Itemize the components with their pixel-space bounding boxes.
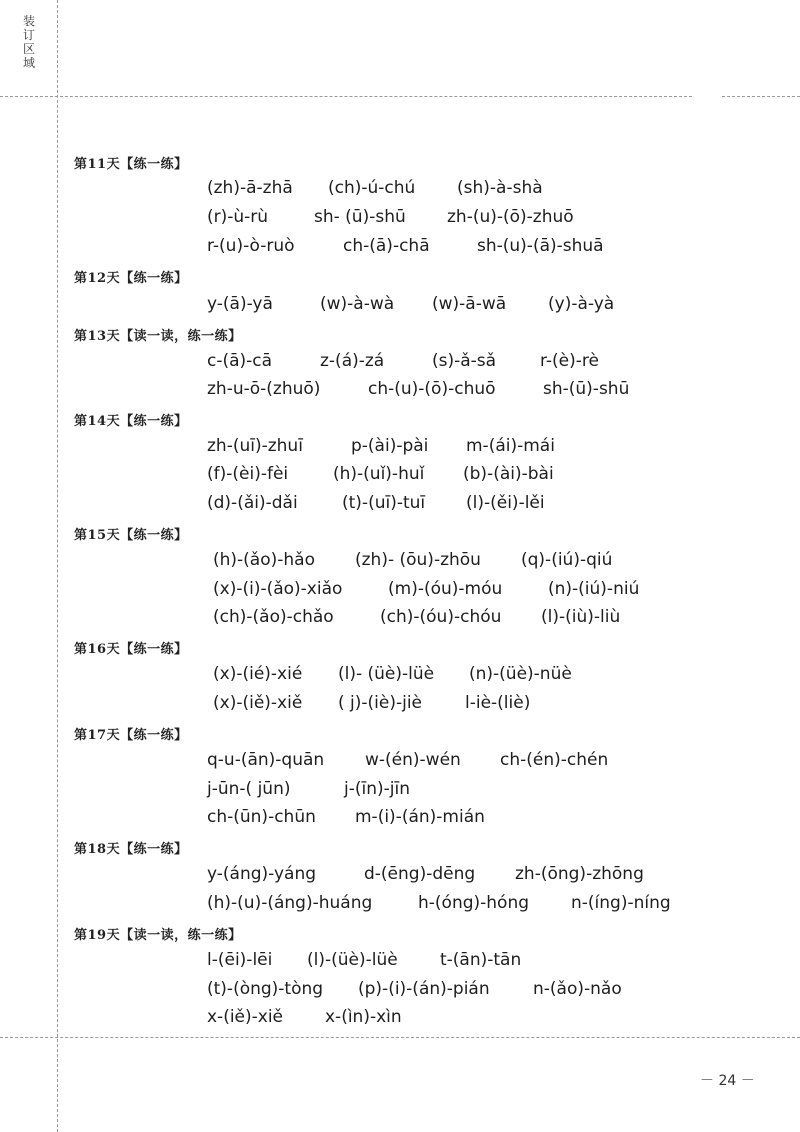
exercise-item: l-(ēi)-lēi — [207, 950, 273, 970]
exercise-item: sh- (ū)-shū — [314, 207, 406, 227]
binding-char: 装 — [22, 14, 35, 28]
bottom-dashed-divider — [0, 1037, 800, 1038]
day-16-heading: 第16天【练一练】 — [74, 642, 188, 657]
exercise-item: c-(ā)-cā — [207, 351, 273, 371]
day-15-heading: 第15天【练一练】 — [74, 528, 188, 543]
exercise-item: x-(iě)-xiě — [207, 1007, 284, 1027]
exercise-item: zh-(u)-(ō)-zhuō — [447, 207, 574, 227]
exercise-item: q-u-(ān)-quān — [207, 750, 325, 770]
top-dashed-divider-right — [722, 96, 800, 97]
exercise-item: m-(ái)-mái — [466, 436, 555, 456]
exercise-item: n-(íng)-níng — [571, 893, 671, 913]
exercise-item: (y)-à-yà — [548, 294, 615, 314]
exercise-item: j-(īn)-jīn — [344, 779, 410, 799]
exercise-item: (h)-(u)-(áng)-huáng — [207, 893, 373, 913]
binding-margin-line — [57, 0, 58, 1132]
day-19-heading: 第19天【读一读，练一练】 — [74, 928, 242, 943]
exercise-item: (b)-(ài)-bài — [463, 464, 554, 484]
exercise-item: (ch)-(ǎo)-chǎo — [213, 607, 334, 627]
exercise-item: (x)-(iě)-xiě — [213, 693, 303, 713]
exercise-item: (h)-(ǎo)-hǎo — [213, 550, 315, 570]
exercise-item: z-(á)-zá — [320, 351, 385, 371]
exercise-item: (n)-(üè)-nüè — [469, 664, 572, 684]
exercise-item: (ch)-ú-chú — [328, 178, 416, 198]
exercise-item: (w)-à-wà — [320, 294, 395, 314]
binding-area-label — [21, 14, 37, 70]
exercise-item: (s)-ǎ-sǎ — [432, 351, 497, 371]
exercise-item: (t)-(uī)-tuī — [342, 493, 426, 513]
exercise-item: x-(ìn)-xìn — [325, 1007, 402, 1027]
exercise-item: p-(ài)-pài — [351, 436, 429, 456]
exercise-item: (q)-(iú)-qiú — [521, 550, 613, 570]
exercise-item: ch-(ā)-chā — [343, 236, 430, 256]
exercise-item: y-(ā)-yā — [207, 294, 273, 314]
exercise-item: (w)-ā-wā — [432, 294, 507, 314]
exercise-item: (x)-(ié)-xié — [213, 664, 303, 684]
binding-char: 区 — [22, 42, 35, 56]
day-13-heading: 第13天【读一读，练一练】 — [74, 329, 242, 344]
exercise-item: zh-(ōng)-zhōng — [515, 864, 644, 884]
exercise-item: (ch)-(óu)-chóu — [380, 607, 502, 627]
exercise-item: h-(óng)-hóng — [418, 893, 530, 913]
exercise-item: (n)-(iú)-niú — [548, 579, 640, 599]
exercise-item: n-(ǎo)-nǎo — [533, 979, 622, 999]
exercise-item: r-(è)-rè — [540, 351, 599, 371]
exercise-item: t-(ān)-tān — [440, 950, 522, 970]
exercise-item: (m)-(óu)-móu — [388, 579, 503, 599]
exercise-item: j-ūn-( jūn) — [207, 779, 291, 799]
exercise-item: zh-u-ō-(zhuō) — [207, 379, 321, 399]
binding-char: 订 — [22, 28, 35, 42]
exercise-item: sh-(ū)-shū — [543, 379, 630, 399]
exercise-item: r-(u)-ò-ruò — [207, 236, 295, 256]
exercise-item: (l)-(üè)-lüè — [307, 950, 398, 970]
binding-char: 域 — [22, 56, 35, 70]
exercise-item: (f)-(èi)-fèi — [207, 464, 289, 484]
exercise-item: ch-(én)-chén — [500, 750, 609, 770]
exercise-item: (t)-(òng)-tòng — [207, 979, 324, 999]
exercise-item: (d)-(ǎi)-dǎi — [207, 493, 298, 513]
page-number: － 24 － — [700, 1073, 755, 1089]
exercise-item: (r)-ù-rù — [207, 207, 269, 227]
day-12-heading: 第12天【练一练】 — [74, 271, 188, 286]
exercise-item: y-(áng)-yáng — [207, 864, 317, 884]
exercise-item: (p)-(i)-(án)-pián — [358, 979, 490, 999]
top-dashed-divider — [0, 96, 692, 97]
exercise-item: (sh)-à-shà — [457, 178, 543, 198]
exercise-item: (l)- (üè)-lüè — [338, 664, 435, 684]
day-11-heading: 第11天【练一练】 — [74, 157, 188, 172]
exercise-item: (l)-(ěi)-lěi — [466, 493, 545, 513]
day-14-heading: 第14天【练一练】 — [74, 414, 188, 429]
exercise-item: sh-(u)-(ā)-shuā — [477, 236, 604, 256]
exercise-item: (l)-(iù)-liù — [541, 607, 621, 627]
exercise-item: d-(ēng)-dēng — [364, 864, 476, 884]
exercise-item: w-(én)-wén — [365, 750, 461, 770]
day-18-heading: 第18天【练一练】 — [74, 842, 188, 857]
exercise-item: zh-(uī)-zhuī — [207, 436, 303, 456]
exercise-item: l-iè-(liè) — [465, 693, 531, 713]
exercise-item: ch-(ūn)-chūn — [207, 807, 316, 827]
exercise-item: ( j)-(iè)-jiè — [338, 693, 423, 713]
exercise-item: (zh)- (ōu)-zhōu — [355, 550, 481, 570]
day-17-heading: 第17天【练一练】 — [74, 728, 188, 743]
exercise-item: ch-(u)-(ō)-chuō — [368, 379, 496, 399]
exercise-item: (x)-(i)-(ǎo)-xiǎo — [213, 579, 343, 599]
exercise-item: m-(i)-(án)-mián — [355, 807, 485, 827]
exercise-item: (zh)-ā-zhā — [207, 178, 293, 198]
exercise-item: (h)-(uǐ)-huǐ — [333, 464, 425, 484]
